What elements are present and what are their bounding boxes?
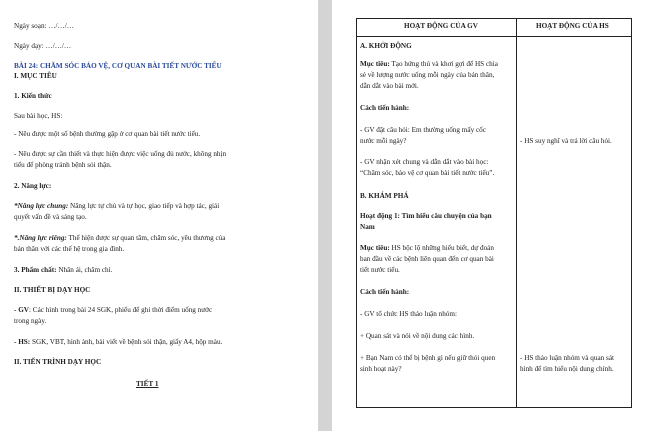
teacher-intro-line-1: - GV nhận xét chung và dẫn dắt vào bài học: bbox=[360, 158, 489, 166]
section-process: II. TIẾN TRÌNH DẠY HỌC bbox=[14, 358, 102, 366]
date-prepared: Ngày soạn: …/…/… bbox=[14, 22, 74, 30]
table-header-teacher: HOẠT ĐỘNG CỦA GV bbox=[404, 22, 478, 30]
date-taught: Ngày dạy: …/…/… bbox=[14, 42, 72, 50]
goal-line-1: Mục tiêu: Tạo hứng thú và khơi gợi để HS chia bbox=[360, 60, 498, 68]
section-equipment: II. THIẾT BỊ DẠY HỌC bbox=[14, 286, 91, 294]
nam-question-line-2: sinh hoạt này? bbox=[360, 365, 402, 373]
student-answer-2-line-2: hình để tìm hiểu nội dung chính. bbox=[520, 365, 614, 373]
teacher-equipment-line-1: - GV: Các hình trong bài 24 SGK, phiếu để ghi thời điểm uống nước bbox=[14, 306, 213, 314]
nam-question-line-1: + Bạn Nam có thể bị bệnh gì nếu giữ thói quen bbox=[360, 354, 496, 362]
goal2-line-3: tiết nước tiểu. bbox=[360, 266, 400, 274]
heading-ability: 2. Năng lực: bbox=[14, 182, 52, 190]
lesson-period-heading: TIẾT 1 bbox=[136, 380, 159, 388]
activity-1-line-1: Hoạt động 1: Tìm hiểu câu chuyện của bạn bbox=[360, 212, 492, 220]
general-ability-line-1: *Năng lực chung: Năng lực tự chủ và tự học, giao tiếp và hợp tác, giải bbox=[14, 202, 220, 210]
activity-1-line-2: Nam bbox=[360, 223, 375, 231]
teacher-question-line-1: - GV đặt câu hỏi: Em thường uống mấy cốc bbox=[360, 126, 486, 134]
student-answer-2-line-1: - HS thảo luận nhóm và quan sát bbox=[520, 354, 615, 362]
teacher-intro-line-2: “Chăm sóc, bảo vệ cơ quan bài tiết nước tiểu”. bbox=[360, 169, 495, 177]
section-objectives: I. MỤC TIÊU bbox=[14, 72, 57, 80]
student-equipment-line: - HS: SGK, VBT, hình ảnh, bài viết về bệnh sỏi thận, giấy A4, hộp màu. bbox=[14, 338, 223, 346]
document-page-right bbox=[332, 0, 650, 431]
document-page-left bbox=[0, 0, 318, 431]
procedure-heading-1: Cách tiến hành: bbox=[360, 104, 410, 112]
teacher-equipment-line-2: trong ngày. bbox=[14, 317, 47, 325]
general-ability-line-2: quyết vấn đề và sáng tạo. bbox=[14, 213, 87, 221]
procedure-heading-2: Cách tiến hành: bbox=[360, 288, 410, 296]
knowledge-item-2-line-1: - Nêu được sự cần thiết và thực hiện được việc uống đủ nước, không nhịn bbox=[14, 150, 227, 158]
teacher-organize: - GV tổ chức HS thảo luận nhóm: bbox=[360, 310, 457, 318]
after-lesson-text: Sau bài học, HS: bbox=[14, 112, 63, 120]
section-b-heading: B. KHÁM PHÁ bbox=[360, 192, 409, 200]
quality-line: 3. Phẩm chất: Nhân ái, chăm chỉ. bbox=[14, 266, 113, 274]
specific-ability-line-2: bản thân với các thế hệ trong gia đình. bbox=[14, 245, 125, 253]
student-answer-1: - HS suy nghĩ và trả lời câu hỏi. bbox=[520, 137, 612, 145]
teacher-question-line-2: nước mỗi ngày? bbox=[360, 137, 407, 145]
section-a-heading: A. KHỞI ĐỘNG bbox=[360, 42, 412, 50]
knowledge-item-2-line-2: tiểu để phòng tránh bệnh sỏi thận. bbox=[14, 161, 112, 169]
goal2-line-2: ban đầu về các bệnh liên quan đến cơ quan bài bbox=[360, 255, 494, 263]
goal-line-3: dẫn dắt vào bài mới. bbox=[360, 82, 419, 90]
heading-knowledge: 1. Kiến thức bbox=[14, 92, 52, 100]
knowledge-item-1: - Nêu được một số bệnh thường gặp ở cơ quan bài tiết nước tiểu. bbox=[14, 130, 201, 138]
goal-line-2: sẻ về lượng nước uống mỗi ngày của bản thân, bbox=[360, 71, 495, 79]
specific-ability-line-1: *.Năng lực riêng: Thể hiện được sự quan tâm, chăm sóc, yêu thương của bbox=[14, 234, 226, 242]
observe-step: + Quan sát và nói về nội dung các hình. bbox=[360, 332, 475, 340]
goal2-line-1: Mục tiêu: HS bộc lộ những hiểu biết, dự đoán bbox=[360, 244, 494, 252]
lesson-title: BÀI 24: CHĂM SÓC BẢO VỆ, CƠ QUAN BÀI TIẾT NƯỚC TIỂU bbox=[14, 62, 222, 70]
table-header-student: HOẠT ĐỘNG CỦA HS bbox=[536, 22, 609, 30]
